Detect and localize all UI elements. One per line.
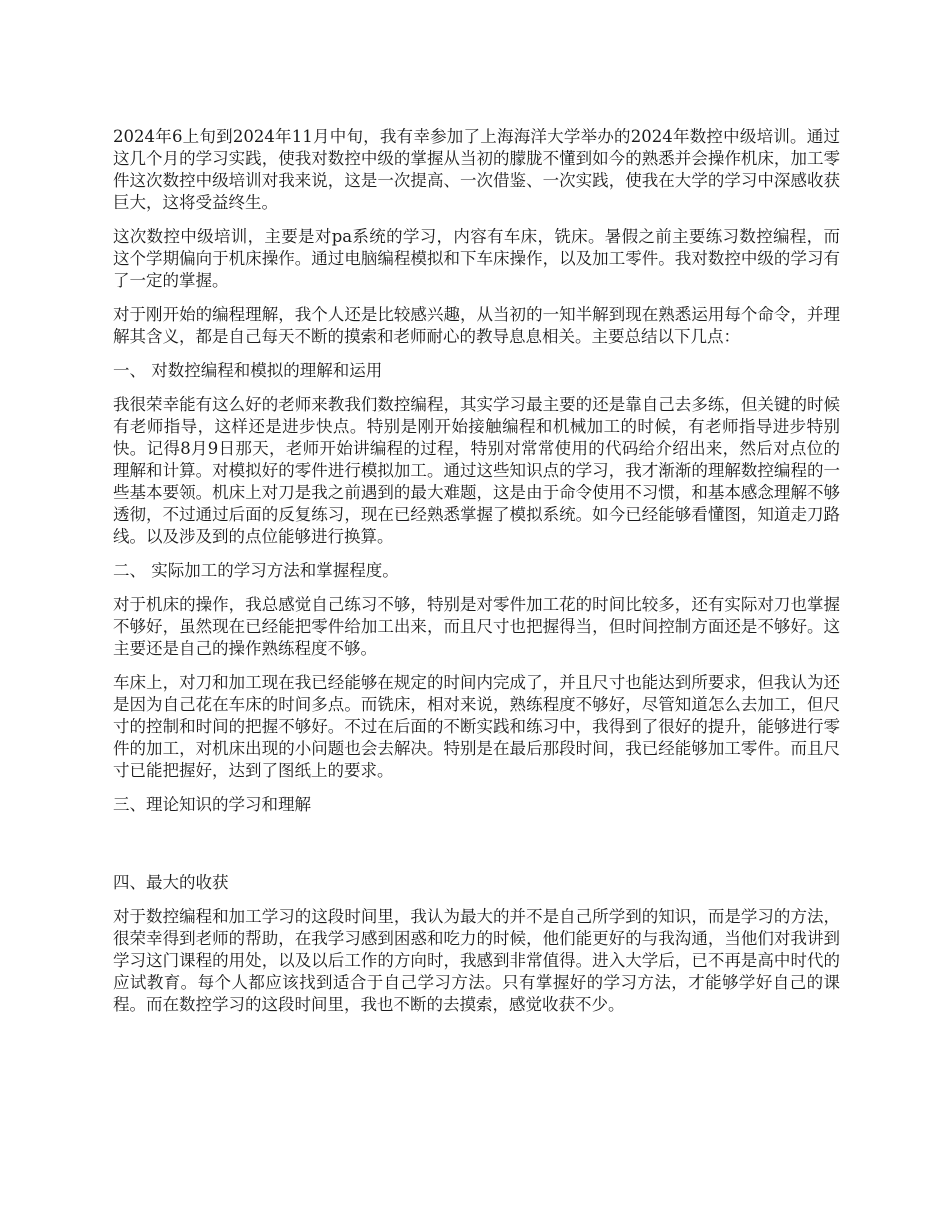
intro-paragraph-2: 这次数控中级培训，主要是对pa系统的学习，内容有车床，铣床。暑假之前主要练习数控编程，而这个学期偏向于机床操作。通过电脑编程模拟和下车床操作，以及加工零件。我对数控中级的学习有了一定的掌握。 <box>113 227 840 290</box>
section-heading-3: 三、理论知识的学习和理解 <box>113 795 311 814</box>
document-page <box>113 126 840 1028</box>
section-heading-2: 二、 实际加工的学习方法和掌握程度。 <box>113 561 399 580</box>
section-heading-4: 四、最大的收获 <box>113 873 229 892</box>
section-1-paragraph: 我很荣幸能有这么好的老师来教我们数控编程，其实学习最主要的还是靠自己去多练，但关键的时候有老师指导，这样还是进步快点。特别是刚开始接触编程和机械加工的时候，有老师指导进步特别快。记得8月9日那天，老师开始讲编程的过程，特别对常常使用的代码给介绍出来，然后对点位的理解和计算。对模拟好的零件进行模拟加工。通过这些知识点的学习，我才渐渐的理解数控编程的一些基本要领。机床上对刀是我之前遇到的最大难题，这是由于命令使用不习惯，和基本感念理解不够透彻，不过通过后面的反复练习，现在已经熟悉掌握了模拟系统。如今已经能够看懂图，知道走刀路线。以及涉及到的点位能够进行换算。 <box>113 395 840 546</box>
section-heading-1: 一、 对数控编程和模拟的理解和运用 <box>113 361 383 380</box>
section-2-paragraph-1: 对于机床的操作，我总感觉自己练习不够，特别是对零件加工花的时间比较多，还有实际对刀也掌握不够好，虽然现在已经能把零件给加工出来，而且尺寸也把握得当，但时间控制方面还是不够好。这主要还是自己的操作熟练程度不够。 <box>113 595 840 658</box>
section-2-paragraph-2: 车床上，对刀和加工现在我已经能够在规定的时间内完成了，并且尺寸也能达到所要求，但我认为还是因为自己花在车床的时间多点。而铣床，相对来说，熟练程度不够好，尽管知道怎么去加工，但尺寸的控制和时间的把握不够好。不过在后面的不断实践和练习中，我得到了很好的提升，能够进行零件的加工，对机床出现的小问题也会去解决。特别是在最后那段时间，我已经能够加工零件。而且尺寸已能把握好，达到了图纸上的要求。 <box>113 673 840 780</box>
intro-paragraph-1: 2024年6上旬到2024年11月中旬，我有幸参加了上海海洋大学举办的2024年数控中级培训。通过这几个月的学习实践，使我对数控中级的掌握从当初的朦胧不懂到如今的熟悉并会操作机床，加工零件这次数控中级培训对我来说，这是一次提高、一次借鉴、一次实践，使我在大学的学习中深感收获巨大，这将受益终生。 <box>113 127 840 212</box>
section-4-paragraph: 对于数控编程和加工学习的这段时间里，我认为最大的并不是自己所学到的知识，而是学习的方法，很荣幸得到老师的帮助，在我学习感到困惑和吃力的时候，他们能更好的与我沟通，当他们对我讲到学习这门课程的用处，以及以后工作的方向时，我感到非常值得。进入大学后，已不再是高中时代的应试教育。每个人都应该找到适合于自己学习方法。只有掌握好的学习方法，才能够学好自己的课程。而在数控学习的这段时间里，我也不断的去摸索，感觉收获不少。 <box>113 907 840 1014</box>
intro-paragraph-3: 对于刚开始的编程理解，我个人还是比较感兴趣，从当初的一知半解到现在熟悉运用每个命令，并理解其含义，都是自己每天不断的摸索和老师耐心的教导息息相关。主要总结以下几点： <box>113 305 840 346</box>
